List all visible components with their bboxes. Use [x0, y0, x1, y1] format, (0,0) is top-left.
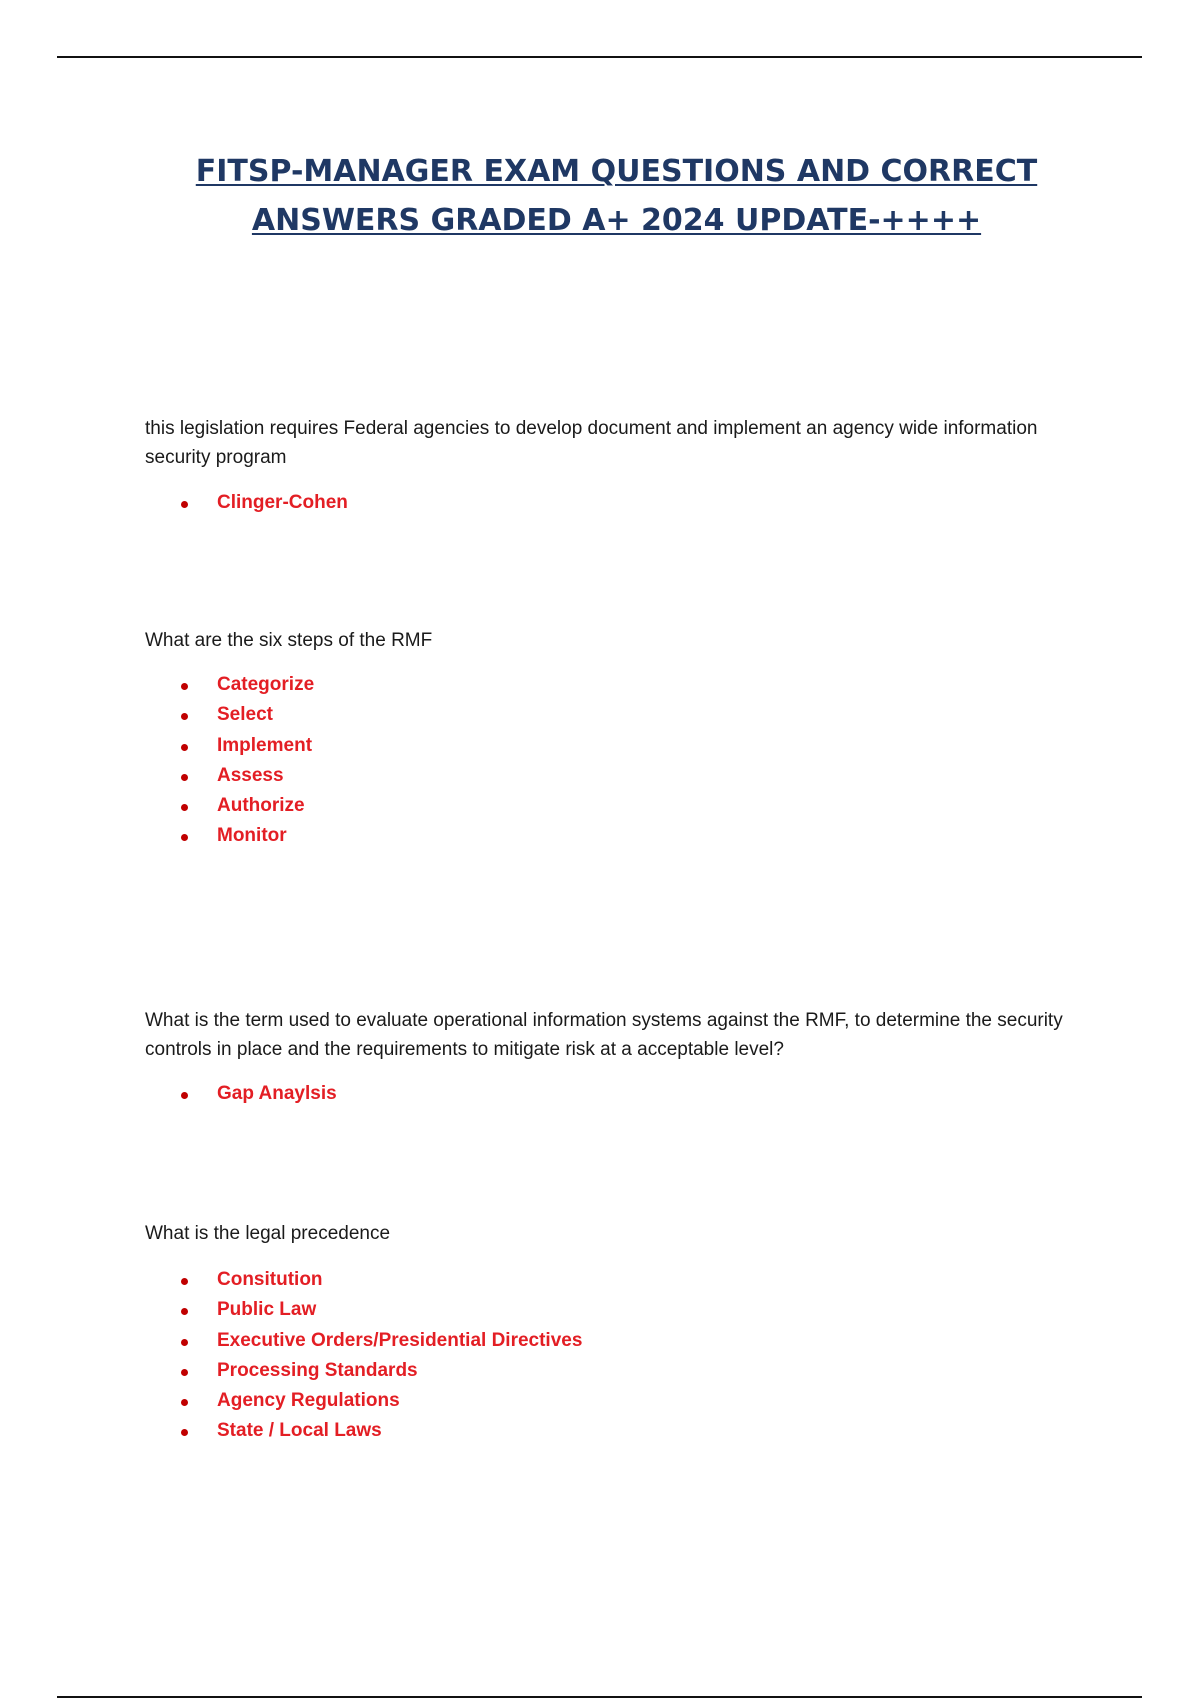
- bullet-icon: [181, 1399, 188, 1406]
- question-text: What is the term used to evaluate operational information systems against the RMF, to determine the security controls in place and the requirements to mitigate risk at a acceptable level?: [145, 1010, 1063, 1060]
- answer-item: Clinger-Cohen: [145, 488, 1095, 518]
- question-text: What are the six steps of the RMF: [145, 630, 433, 651]
- answer-item: Categorize: [145, 670, 1095, 700]
- answer-item: Assess: [145, 761, 1095, 791]
- question-text: this legislation requires Federal agencies to develop document and implement an agency wide information security program: [145, 418, 1038, 468]
- bullet-icon: [181, 683, 188, 690]
- answer-item: Executive Orders/Presidential Directives: [145, 1326, 1095, 1356]
- top-rule: [57, 56, 1142, 58]
- question-block-4: [145, 1219, 1095, 1447]
- bullet-icon: [181, 1339, 188, 1346]
- answer-item: State / Local Laws: [145, 1416, 1095, 1446]
- bullet-icon: [181, 804, 188, 811]
- answer-item: Implement: [145, 731, 1095, 761]
- question-block-2: [145, 626, 1095, 852]
- answer-item: Gap Anaylsis: [145, 1079, 1095, 1109]
- answer-item: Select: [145, 700, 1095, 730]
- answer-list: [145, 670, 1095, 852]
- bullet-icon: [181, 1092, 188, 1099]
- answer-item: Agency Regulations: [145, 1386, 1095, 1416]
- bullet-icon: [181, 501, 188, 508]
- answer-item: Consitution: [145, 1265, 1095, 1295]
- bullet-icon: [181, 713, 188, 720]
- answer-list: [145, 1079, 1095, 1109]
- answer-list: [145, 1265, 1095, 1447]
- bullet-icon: [181, 1369, 188, 1376]
- bullet-icon: [181, 1278, 188, 1285]
- question-block-1: [145, 414, 1095, 518]
- document-title: [100, 147, 1133, 245]
- bullet-icon: [181, 1429, 188, 1436]
- bullet-icon: [181, 744, 188, 751]
- answer-item: Monitor: [145, 821, 1095, 851]
- title-line-2: ANSWERS GRADED A+ 2024 UPDATE-++++: [251, 203, 982, 238]
- bullet-icon: [181, 774, 188, 781]
- bottom-rule: [57, 1696, 1142, 1698]
- answer-item: Processing Standards: [145, 1356, 1095, 1386]
- bullet-icon: [181, 834, 188, 841]
- bullet-icon: [181, 1308, 188, 1315]
- answer-item: Public Law: [145, 1295, 1095, 1325]
- question-text: What is the legal precedence: [145, 1223, 391, 1244]
- title-line-1: FITSP-MANAGER EXAM QUESTIONS AND CORRECT: [195, 154, 1038, 189]
- answer-item: Authorize: [145, 791, 1095, 821]
- answer-list: [145, 488, 1095, 518]
- question-block-3: [145, 1006, 1095, 1109]
